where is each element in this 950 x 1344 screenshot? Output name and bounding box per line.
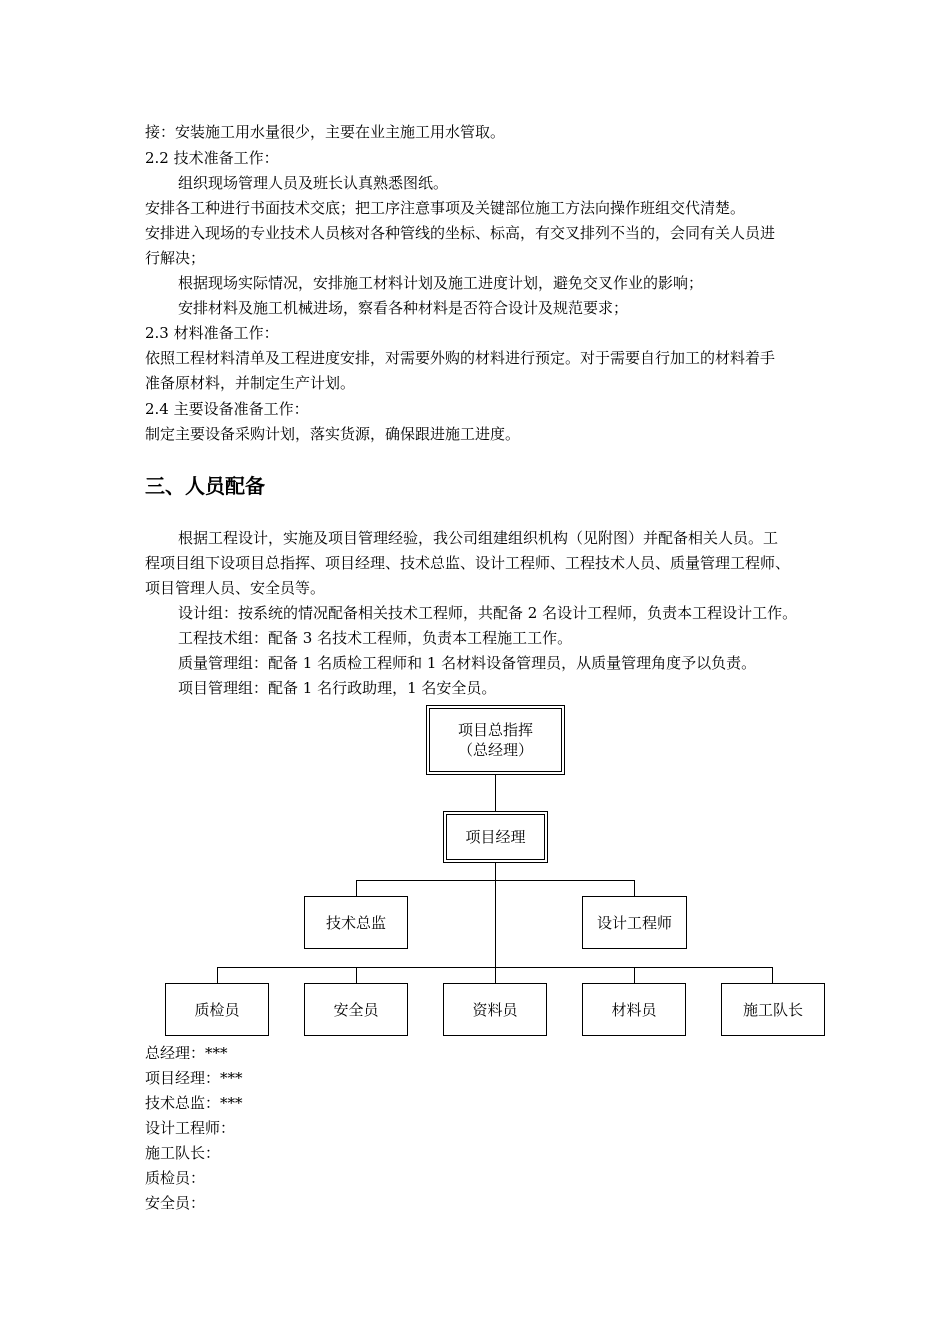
personnel-item: 质检员： (145, 1169, 206, 1187)
connector-line (495, 774, 496, 812)
connector-line (634, 967, 635, 984)
connector-line (495, 862, 496, 880)
org-box-project-manager (443, 811, 548, 863)
text-line: 项目管理组：配备 1 名行政助理，1 名安全员。 (178, 679, 497, 697)
connector-line (217, 967, 218, 984)
connector-line (772, 967, 773, 984)
subheading-2-4: 2.4 主要设备准备工作： (145, 400, 309, 418)
text-line: 制定主要设备采购计划，落实货源，确保跟进施工进度。 (145, 425, 521, 443)
subheading-2-2: 2.2 技术准备工作： (145, 149, 279, 167)
org-box-label: 资料员 (472, 1000, 518, 1019)
text-line: 工程技术组：配备 3 名技术工程师，负责本工程施工工作。 (178, 629, 573, 647)
text-line: 准备原材料，并制定生产计划。 (145, 374, 356, 392)
org-box-tech-director (304, 896, 408, 949)
connector-line (634, 880, 635, 897)
personnel-item: 设计工程师： (145, 1119, 236, 1137)
text-line: 安排各工种进行书面技术交底；把工序注意事项及关键部位施工方法向操作班组交代清楚。 (145, 199, 746, 217)
text-line: 项目管理人员、安全员等。 (145, 579, 326, 597)
connector-line (356, 967, 357, 984)
text-line: 设计组：按系统的情况配备相关技术工程师，共配备 2 名设计工程师，负责本工程设计工作。 (178, 604, 798, 622)
subheading-2-3: 2.3 材料准备工作： (145, 324, 279, 342)
personnel-item: 施工队长： (145, 1144, 221, 1162)
org-box-label: 设计工程师 (596, 913, 672, 932)
text-line: 安排材料及施工机械进场，察看各种材料是否符合设计及规范要求； (178, 299, 629, 317)
org-box-material-clerk (582, 983, 686, 1036)
text-line: 安排进入现场的专业技术人员核对各种管线的坐标、标高，有交叉排列不当的，会同有关人员进 (145, 224, 776, 242)
org-box-construction-foreman (721, 983, 825, 1036)
org-box-label: 技术总监 (325, 913, 386, 932)
text-line: 行解决； (145, 249, 206, 267)
org-box-quality-inspector (165, 983, 269, 1036)
connector-line (495, 967, 496, 984)
text-line: 依照工程材料清单及工程进度安排，对需要外购的材料进行预定。对于需要自行加工的材料着手 (145, 349, 776, 367)
text-line: 接：安装施工用水量很少，主要在业主施工用水管取。 (145, 123, 506, 141)
text-line: 程项目组下设项目总指挥、项目经理、技术总监、设计工程师、工程技术人员、质量管理工程师、 (145, 554, 791, 572)
personnel-item: 项目经理：*** (145, 1069, 243, 1087)
org-box-general-commander (426, 705, 565, 775)
org-box-label: 材料员 (611, 1000, 657, 1019)
personnel-item: 总经理：*** (145, 1044, 228, 1062)
org-box-label: 施工队长 (742, 1000, 803, 1019)
text-line: 根据工程设计，实施及项目管理经验，我公司组建组织机构（见附图）并配备相关人员。工 (178, 529, 779, 547)
org-box-label: 安全员 (333, 1000, 379, 1019)
org-box-document-clerk (443, 983, 547, 1036)
personnel-item: 安全员： (145, 1194, 206, 1212)
text-line: 根据现场实际情况，安排施工材料计划及施工进度计划，避免交叉作业的影响； (178, 274, 704, 292)
personnel-item: 技术总监：*** (145, 1094, 243, 1112)
org-box-subtitle: （总经理） (457, 741, 533, 759)
org-box-design-engineer (582, 896, 687, 949)
section-heading: 三、人员配备 (145, 474, 265, 498)
org-box-title: 项目总指挥 (457, 721, 533, 739)
org-box-label: 项目经理 (465, 828, 526, 846)
text-line: 组织现场管理人员及班长认真熟悉图纸。 (178, 174, 449, 192)
org-box-safety-officer (304, 983, 408, 1036)
org-box-label: 质检员 (194, 1000, 240, 1019)
connector-line (356, 880, 357, 897)
connector-line (495, 880, 496, 968)
text-line: 质量管理组：配备 1 名质检工程师和 1 名材料设备管理员，从质量管理角度予以负责。 (178, 654, 757, 672)
